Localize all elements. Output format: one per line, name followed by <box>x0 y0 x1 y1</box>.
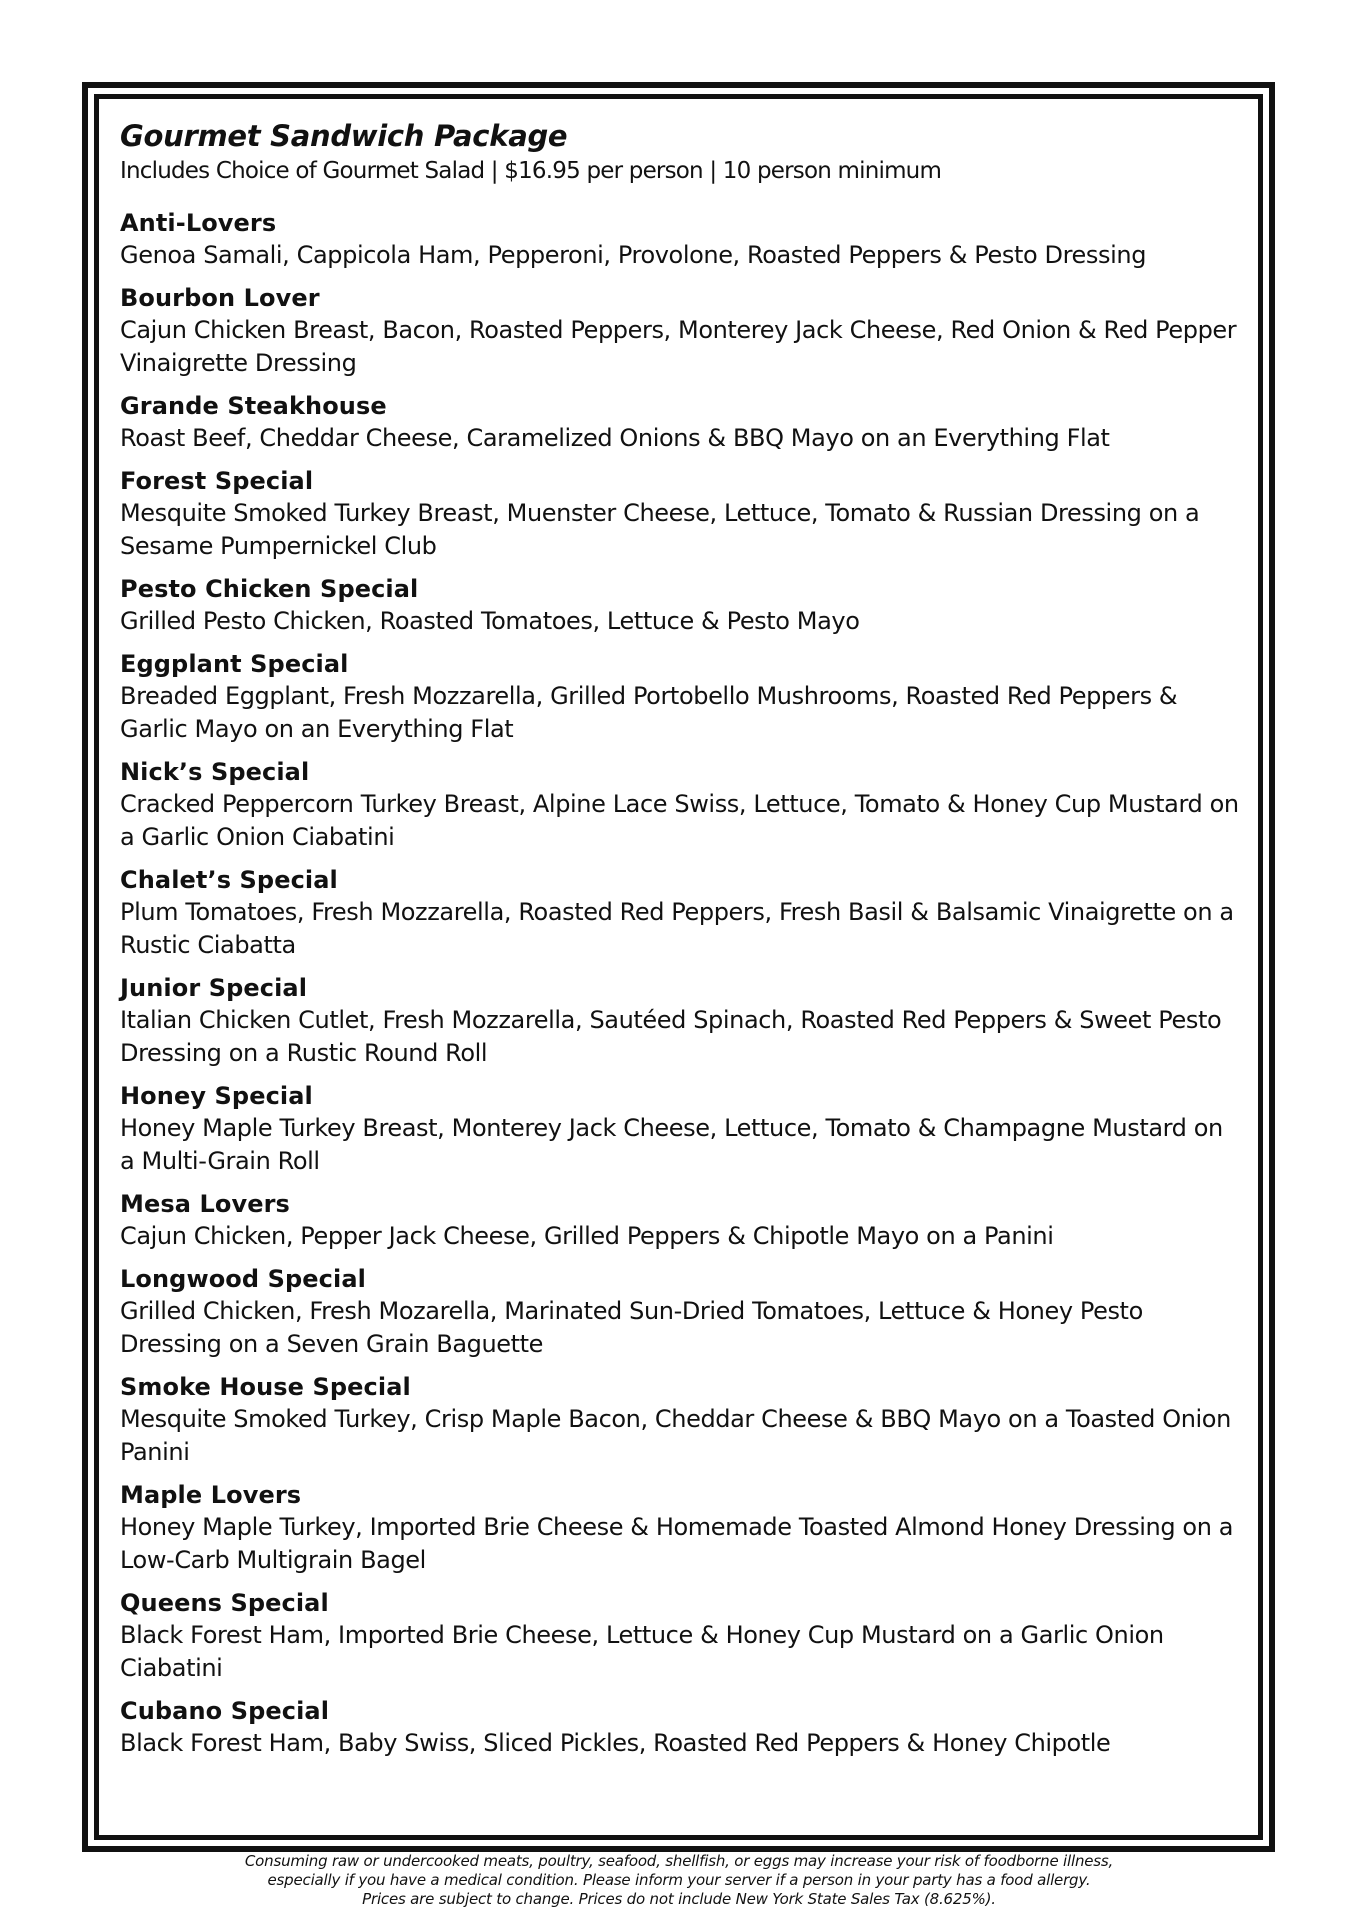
price-tax-note: Prices are subject to change. Prices do not include New York State Sales Tax (8.625%). <box>362 1890 996 1908</box>
sandwich-description: Black Forest Ham, Imported Brie Cheese, Lettuce & Honey Cup Mustard on a Garlic Onion Ciabatini <box>120 1621 1164 1682</box>
sandwich-description: Grilled Chicken, Fresh Mozarella, Marinated Sun-Dried Tomatoes, Lettuce & Honey Pesto Dressing on a Seven Grain Baguette <box>120 1297 1143 1358</box>
disclaimer-line: especially if you have a medical condition. Please inform your server if a person in your party has a food allergy. <box>267 1871 1091 1889</box>
sandwich-name: Grande Steakhouse <box>120 392 387 420</box>
sandwich-description: Mesquite Smoked Turkey, Crisp Maple Bacon, Cheddar Cheese & BBQ Mayo on a Toasted Onion Panini <box>120 1405 1231 1466</box>
sandwich-item <box>120 573 1250 638</box>
sandwich-item <box>120 207 1250 272</box>
sandwich-item <box>120 1371 1250 1469</box>
sandwich-item <box>120 1695 1250 1760</box>
sandwich-description: Roast Beef, Cheddar Cheese, Caramelized Onions & BBQ Mayo on an Everything Flat <box>120 424 1110 452</box>
sandwich-name: Forest Special <box>120 467 314 495</box>
sandwich-description: Plum Tomatoes, Fresh Mozzarella, Roasted Red Peppers, Fresh Basil & Balsamic Vinaigrette on a Rustic Ciabatta <box>120 898 1234 959</box>
sandwich-description: Genoa Samali, Cappicola Ham, Pepperoni, Provolone, Roasted Peppers & Pesto Dressing <box>120 241 1147 269</box>
sandwich-description: Mesquite Smoked Turkey Breast, Muenster Cheese, Lettuce, Tomato & Russian Dressing on a Sesame Pumpernickel Club <box>120 499 1200 560</box>
sandwich-description: Breaded Eggplant, Fresh Mozzarella, Grilled Portobello Mushrooms, Roasted Red Peppers & Garlic Mayo on an Everything Flat <box>120 682 1178 743</box>
disclaimer-line: Consuming raw or undercooked meats, poultry, seafood, shellfish, or eggs may increase your risk of foodborne illness, <box>244 1852 1114 1870</box>
sandwich-name: Anti-Lovers <box>120 209 277 237</box>
package-title: Gourmet Sandwich Package <box>120 119 568 153</box>
sandwich-item <box>120 756 1250 854</box>
sandwich-item <box>120 1263 1250 1361</box>
sandwich-description: Honey Maple Turkey Breast, Monterey Jack Cheese, Lettuce, Tomato & Champagne Mustard on a Multi-Grain Roll <box>120 1114 1223 1175</box>
sandwich-description: Cajun Chicken Breast, Bacon, Roasted Peppers, Monterey Jack Cheese, Red Onion & Red Pepper Vinaigrette Dressing <box>120 316 1237 377</box>
sandwich-name: Maple Lovers <box>120 1481 302 1509</box>
sandwich-name: Honey Special <box>120 1082 313 1110</box>
sandwich-name: Chalet’s Special <box>120 866 338 894</box>
sandwich-name: Bourbon Lover <box>120 284 320 312</box>
sandwich-item <box>120 282 1250 380</box>
sandwich-description: Black Forest Ham, Baby Swiss, Sliced Pickles, Roasted Red Peppers & Honey Chipotle <box>120 1729 1111 1757</box>
sandwich-item <box>120 1188 1250 1253</box>
sandwich-name: Junior Special <box>120 974 308 1002</box>
sandwich-description: Italian Chicken Cutlet, Fresh Mozzarella, Sautéed Spinach, Roasted Red Peppers & Sweet Pesto Dressing on a Rustic Round Roll <box>120 1006 1222 1067</box>
sandwich-item <box>120 1479 1250 1577</box>
sandwich-name: Queens Special <box>120 1589 329 1617</box>
sandwich-name: Nick’s Special <box>120 758 310 786</box>
sandwich-list <box>120 207 1250 1760</box>
sandwich-name: Eggplant Special <box>120 650 349 678</box>
sandwich-item <box>120 648 1250 746</box>
legal-disclaimer <box>0 1852 1358 1909</box>
sandwich-name: Longwood Special <box>120 1265 366 1293</box>
sandwich-name: Mesa Lovers <box>120 1190 290 1218</box>
sandwich-name: Pesto Chicken Special <box>120 575 419 603</box>
sandwich-description: Honey Maple Turkey, Imported Brie Cheese & Homemade Toasted Almond Honey Dressing on a Low-Carb Multigrain Bagel <box>120 1513 1234 1574</box>
sandwich-item <box>120 864 1250 962</box>
sandwich-item <box>120 1080 1250 1178</box>
package-subtitle: Includes Choice of Gourmet Salad | $16.95 per person | 10 person minimum <box>120 158 942 184</box>
sandwich-item <box>120 1587 1250 1685</box>
menu-content <box>120 118 1250 1770</box>
sandwich-item <box>120 465 1250 563</box>
sandwich-item <box>120 972 1250 1070</box>
sandwich-item <box>120 390 1250 455</box>
sandwich-name: Smoke House Special <box>120 1373 411 1401</box>
sandwich-name: Cubano Special <box>120 1697 330 1725</box>
sandwich-description: Cracked Peppercorn Turkey Breast, Alpine Lace Swiss, Lettuce, Tomato & Honey Cup Mustard on a Garlic Onion Ciabatini <box>120 790 1239 851</box>
sandwich-description: Cajun Chicken, Pepper Jack Cheese, Grilled Peppers & Chipotle Mayo on a Panini <box>120 1222 1054 1250</box>
sandwich-description: Grilled Pesto Chicken, Roasted Tomatoes, Lettuce & Pesto Mayo <box>120 607 860 635</box>
